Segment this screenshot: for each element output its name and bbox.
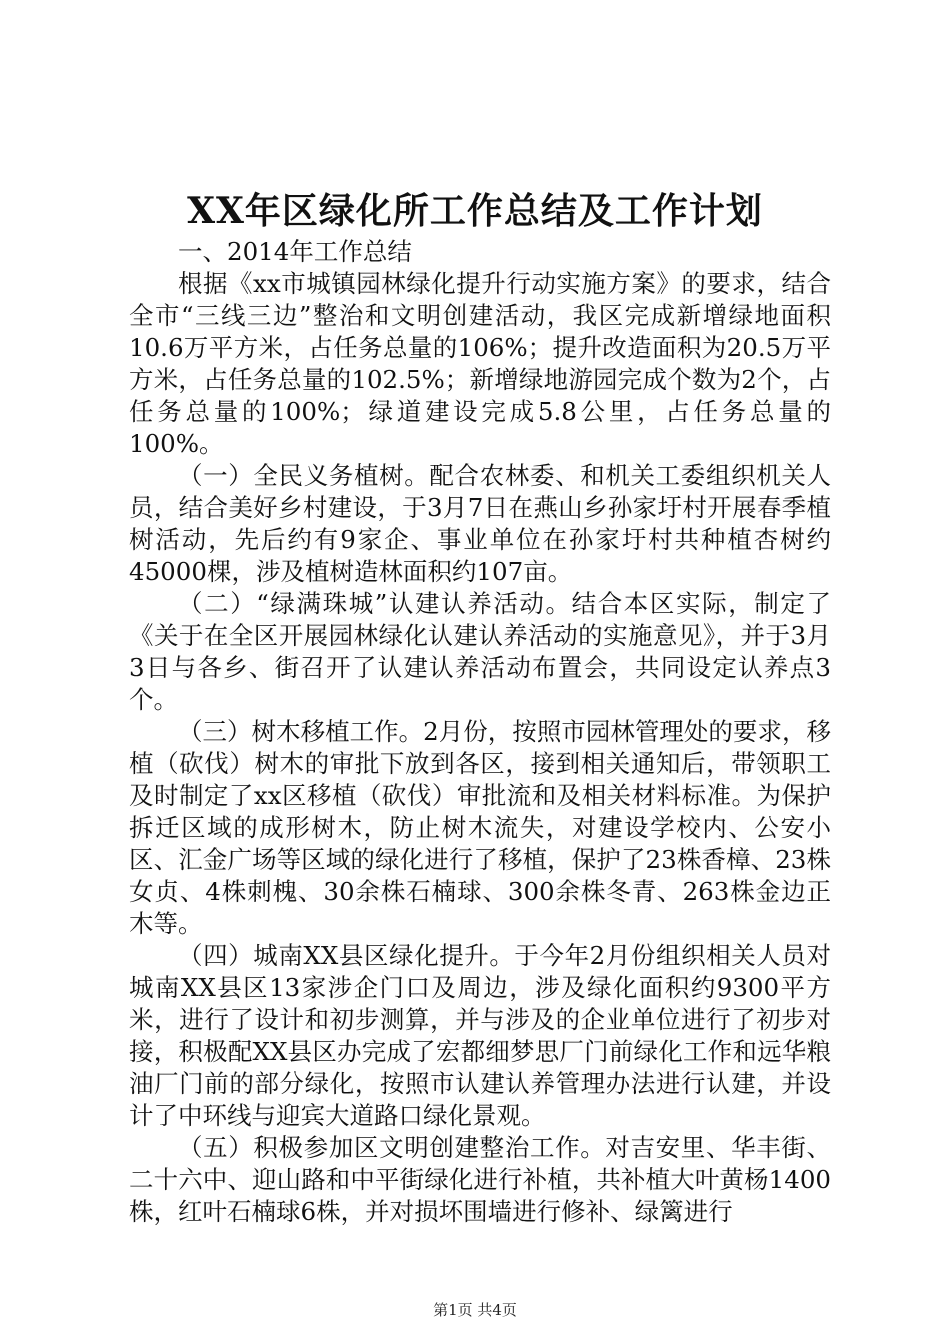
- paragraph-item-1: （一）全民义务植树。配合农林委、和机关工委组织机关人员，结合美好乡村建设，于3月7日在燕山乡孙家圩村开展春季植树活动，先后约有9家企、事业单位在孙家圩村共种植杏树约45000棵，涉及植树造林面积约107亩。: [129, 461, 831, 586]
- paragraph-item-2: （二）“绿满珠城”认建认养活动。结合本区实际，制定了《关于在全区开展园林绿化认建认养活动的实施意见》，并于3月3日与各乡、街召开了认建认养活动布置会，共同设定认养点3个。: [129, 589, 831, 714]
- paragraph-item-3: （三）树木移植工作。2月份，按照市园林管理处的要求，移植（砍伐）树木的审批下放到各区，接到相关通知后，带领职工及时制定了xx区移植（砍伐）审批流和及相关材料标准。为保护拆迁区域的成形树木，防止树木流失，对建设学校内、公安小区、汇金广场等区域的绿化进行了移植，保护了23株香樟、23株女贞、4株刺槐、30余株石楠球、300余株冬青、263株金边正木等。: [129, 717, 831, 938]
- paragraph-summary: 根据《xx市城镇园林绿化提升行动实施方案》的要求，结合全市“三线三边”整治和文明创建活动，我区完成新增绿地面积10.6万平方米，占任务总量的106%；提升改造面积为20.5万平方米，占任务总量的102.5%；新增绿地游园完成个数为2个，占任务总量的100%；绿道建设完成5.8公里，占任务总量的100%。: [129, 269, 831, 458]
- section-heading: 一、2014年工作总结: [178, 237, 412, 266]
- document-body: [129, 236, 831, 1228]
- document-title: XX年区绿化所工作总结及工作计划: [187, 190, 763, 232]
- paragraph-item-4: （四）城南XX县区绿化提升。于今年2月份组织相关人员对城南XX县区13家涉企门口及周边，涉及绿化面积约9300平方米，进行了设计和初步测算，并与涉及的企业单位进行了初步对接，积极配XX县区办完成了宏都细梦思厂门前绿化工作和远华粮油厂门前的部分绿化，按照市认建认养管理办法进行认建，并设计了中环线与迎宾大道路口绿化景观。: [129, 941, 831, 1130]
- page-footer: 第1页 共4页: [433, 1301, 517, 1319]
- paragraph-item-5: （五）积极参加区文明创建整治工作。对吉安里、华丰街、二十六中、迎山路和中平街绿化进行补植，共补植大叶黄杨1400株，红叶石楠球6株，并对损坏围墙进行修补、绿篱进行: [129, 1133, 831, 1226]
